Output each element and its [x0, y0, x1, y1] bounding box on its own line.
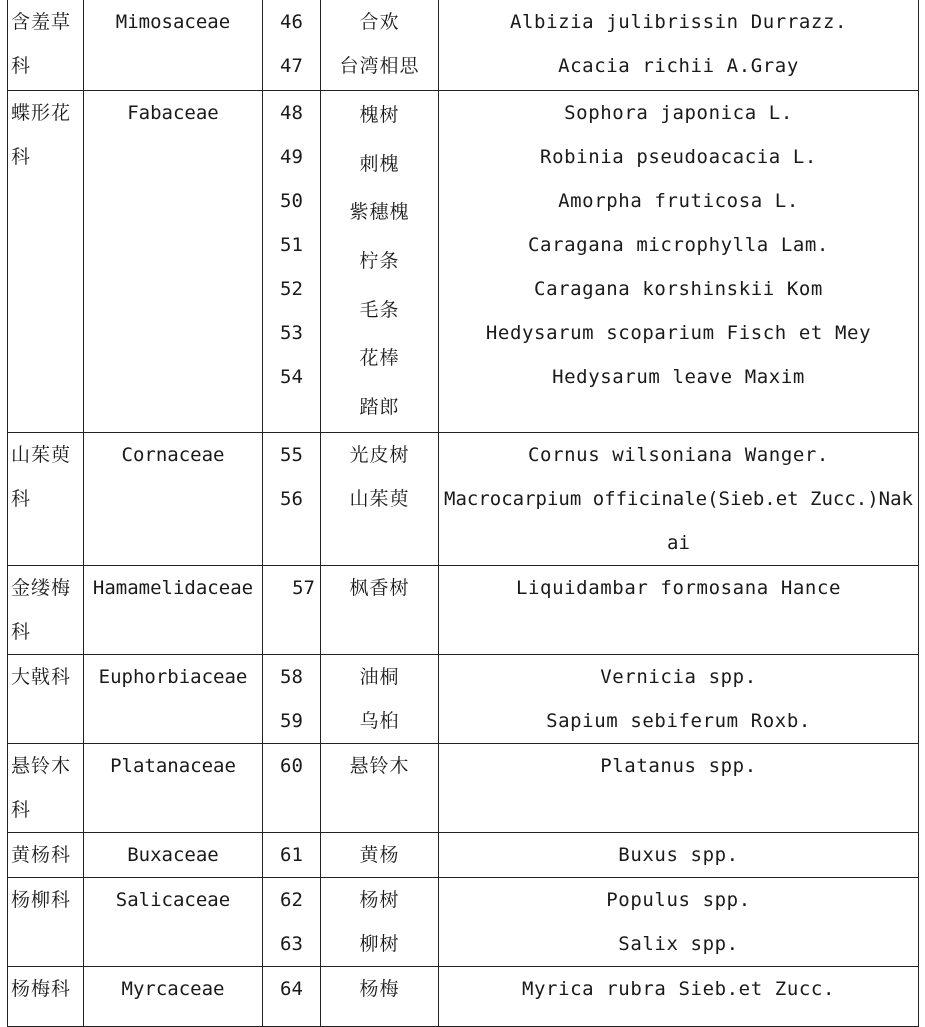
species-number: 46: [280, 11, 303, 33]
species-number: 57: [292, 577, 315, 599]
table-row: [8, 91, 919, 433]
family-cn-text: 含羞草: [11, 11, 72, 33]
family-cn-text: 科: [11, 488, 32, 510]
species-number: 47: [280, 55, 303, 77]
species-sci-name: Populus spp.: [606, 889, 751, 911]
species-cn-cell: [321, 433, 439, 566]
species-sci-name: Vernicia spp.: [600, 666, 757, 688]
number-cell: [263, 0, 321, 91]
family-latin-cell: [84, 0, 263, 91]
species-number: 59: [280, 710, 303, 732]
family-latin-text: Fabaceae: [127, 102, 219, 124]
table-row: [8, 878, 919, 967]
species-cn-name: 台湾相思: [339, 55, 420, 77]
species-cn-name: 柠条: [359, 250, 400, 273]
family-latin-text: Salicaceae: [115, 889, 231, 911]
species-cn-name: 槐树: [359, 104, 400, 126]
species-cn-name: 紫穗槐: [349, 201, 410, 224]
species-number: 56: [280, 488, 303, 510]
family-latin-cell: [84, 655, 263, 744]
family-latin-text: Hamamelidaceae: [92, 577, 254, 599]
species-cn-name: 枫香树: [349, 577, 410, 599]
species-cn-name: 柳树: [359, 933, 400, 955]
species-sci-name: Platanus spp.: [600, 755, 757, 777]
family-latin-text: Mimosaceae: [115, 11, 231, 33]
family-cn-text: 科: [11, 55, 32, 77]
family-cn-text: 杨梅科: [11, 978, 72, 1000]
table-row: [8, 566, 919, 655]
family-cn-cell: [8, 833, 84, 878]
family-latin-cell: [84, 967, 263, 1027]
family-latin-text: Euphorbiaceae: [98, 666, 248, 688]
species-cn-cell: [321, 655, 439, 744]
family-cn-cell: [8, 0, 84, 91]
species-sci-name: Myrica rubra Sieb.et Zucc.: [521, 978, 835, 1000]
family-latin-cell: [84, 433, 263, 566]
species-sci-name: Robinia pseudoacacia L.: [540, 146, 817, 168]
family-cn-cell: [8, 967, 84, 1027]
family-latin-text: Myrcaceae: [121, 978, 225, 1000]
number-cell: [263, 566, 321, 655]
family-cn-text: 山茱萸: [11, 444, 72, 466]
species-number: 49: [280, 146, 303, 168]
species-number: 62: [280, 889, 303, 911]
family-cn-text: 金缕梅: [11, 577, 72, 599]
species-cn-cell: [321, 833, 439, 878]
species-sci-cell: [439, 878, 919, 967]
species-number: 53: [280, 322, 303, 344]
species-cn-name: 花棒: [359, 347, 400, 370]
species-sci-name: Macrocarpium officinale(Sieb.et Zucc.)Nakai: [444, 488, 913, 554]
species-number: 63: [280, 933, 303, 955]
species-sci-name: Cornus wilsoniana Wanger.: [528, 444, 829, 466]
family-latin-text: Buxaceae: [127, 844, 219, 866]
table-row: [8, 433, 919, 566]
species-sci-name: Sapium sebiferum Roxb.: [546, 710, 811, 732]
number-cell: [263, 91, 321, 433]
family-cn-cell: [8, 878, 84, 967]
species-sci-name: Caragana korshinskii Kom: [534, 278, 823, 300]
species-sci-name: Hedysarum scoparium Fisch et Mey: [485, 322, 872, 344]
family-cn-text: 蝶形花: [11, 102, 72, 124]
family-latin-cell: [84, 91, 263, 433]
species-table: [7, 0, 919, 1027]
family-cn-cell: [8, 91, 84, 433]
family-latin-text: Cornaceae: [121, 444, 225, 466]
number-cell: [263, 967, 321, 1027]
species-number: 58: [280, 666, 303, 688]
species-cn-name: 杨树: [359, 889, 400, 911]
number-cell: [263, 433, 321, 566]
family-cn-text: 黄杨科: [11, 844, 72, 866]
family-cn-text: 科: [11, 621, 32, 643]
family-latin-cell: [84, 566, 263, 655]
species-sci-cell: [439, 0, 919, 91]
species-cn-name: 合欢: [359, 11, 400, 33]
family-cn-text: 大戟科: [11, 666, 72, 688]
species-cn-cell: [321, 566, 439, 655]
family-latin-cell: [84, 878, 263, 967]
species-cn-name: 踏郎: [359, 396, 400, 419]
species-sci-cell: [439, 433, 919, 566]
species-sci-cell: [439, 967, 919, 1027]
species-sci-cell: [439, 91, 919, 433]
species-sci-name: Amorpha fruticosa L.: [558, 190, 799, 212]
species-sci-name: Hedysarum leave Maxim: [552, 366, 805, 388]
family-latin-text: Platanaceae: [110, 755, 236, 777]
number-cell: [263, 744, 321, 833]
family-cn-text: 科: [11, 146, 32, 168]
family-latin-cell: [84, 744, 263, 833]
number-cell: [263, 878, 321, 967]
species-number: 61: [280, 844, 303, 866]
species-number: 51: [280, 234, 303, 256]
species-sci-name: Caragana microphylla Lam.: [528, 234, 829, 256]
family-cn-cell: [8, 566, 84, 655]
table-row: [8, 655, 919, 744]
species-cn-name: 刺槐: [359, 152, 400, 175]
species-number: 60: [280, 755, 303, 777]
species-sci-name: Buxus spp.: [618, 844, 739, 866]
species-sci-cell: [439, 566, 919, 655]
species-sci-name: Sophora japonica L.: [564, 102, 793, 124]
species-cn-name: 黄杨: [359, 844, 400, 866]
species-cn-name: 乌桕: [359, 710, 400, 732]
species-sci-cell: [439, 833, 919, 878]
table-row: [8, 833, 919, 878]
species-cn-cell: [321, 0, 439, 91]
number-cell: [263, 655, 321, 744]
table-row: [8, 744, 919, 833]
table-row: [8, 0, 919, 91]
family-cn-text: 杨柳科: [11, 889, 72, 911]
species-sci-name: Acacia richii A.Gray: [558, 55, 799, 77]
family-latin-cell: [84, 833, 263, 878]
species-cn-name: 光皮树: [349, 444, 410, 466]
species-number: 54: [280, 366, 303, 388]
species-number: 48: [280, 102, 303, 124]
species-cn-cell: [321, 967, 439, 1027]
species-cn-name: 悬铃木: [349, 755, 410, 777]
species-number: 50: [280, 190, 303, 212]
species-cn-cell: [321, 744, 439, 833]
species-cn-cell: [321, 91, 439, 433]
family-cn-cell: [8, 744, 84, 833]
species-sci-cell: [439, 744, 919, 833]
species-sci-name: Liquidambar formosana Hance: [515, 577, 842, 599]
species-cn-name: 杨梅: [359, 978, 400, 1000]
species-number: 64: [280, 978, 303, 1000]
species-sci-name: Albizia julibrissin Durrazz.: [509, 11, 848, 33]
species-sci-name: Salix spp.: [618, 933, 739, 955]
species-number: 52: [280, 278, 303, 300]
species-cn-name: 毛条: [359, 298, 400, 321]
family-cn-cell: [8, 433, 84, 566]
species-cn-name: 油桐: [359, 666, 400, 688]
species-cn-name: 山茱萸: [349, 488, 410, 510]
family-cn-text: 悬铃木: [11, 755, 72, 777]
family-cn-cell: [8, 655, 84, 744]
table-row: [8, 967, 919, 1027]
number-cell: [263, 833, 321, 878]
species-number: 55: [280, 444, 303, 466]
species-sci-cell: [439, 655, 919, 744]
family-cn-text: 科: [11, 799, 32, 821]
species-cn-cell: [321, 878, 439, 967]
